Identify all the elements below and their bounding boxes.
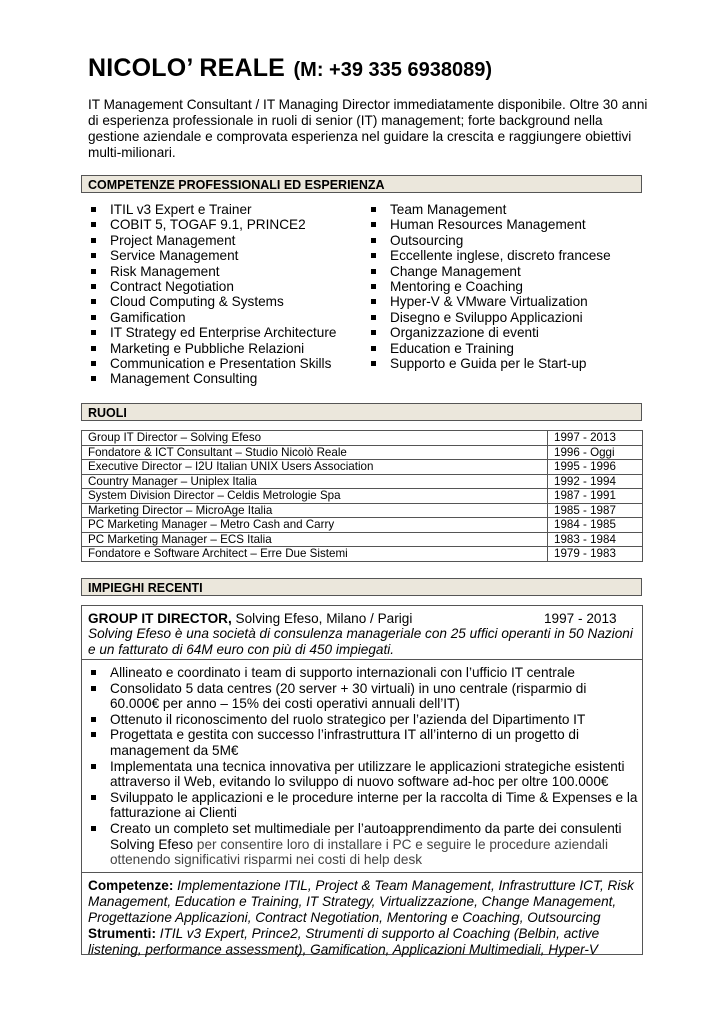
strumenti-text: ITIL v3 Expert, Prince2, Strumenti di supporto al Coaching (Belbin, active listening, performance assessment), Gamification, Applicazioni Multimediali, Hyper-V bbox=[88, 926, 600, 957]
intro-summary: IT Management Consultant / IT Managing Director immediatamente disponibile. Oltre 30 anni di esperienza professionale in ruoli di senior (IT) management; forte background nella gestione aziendale e comprovata esperienza nel guidare la crescita e raggiungere obiettivi multi-milionari. bbox=[88, 97, 648, 160]
candidate-phone: (M: +39 335 6938089) bbox=[293, 59, 492, 81]
section-ruoli-heading: RUOLI bbox=[81, 403, 642, 421]
role-years: 1984 - 1985 bbox=[548, 518, 643, 533]
role-name: PC Marketing Manager – ECS Italia bbox=[82, 532, 548, 547]
job-title: GROUP IT DIRECTOR, bbox=[88, 611, 232, 626]
strumenti-label: Strumenti: bbox=[88, 926, 156, 941]
job-header bbox=[82, 606, 642, 660]
skill-item: COBIT 5, TOGAF 9.1, PRINCE2 bbox=[90, 217, 370, 232]
job-skills-box bbox=[82, 872, 642, 957]
skill-item: Organizzazione di eventi bbox=[370, 325, 650, 340]
role-name: Group IT Director – Solving Efeso bbox=[82, 431, 548, 446]
competenze-text: Implementazione ITIL, Project & Team Management, Infrastrutture ICT, Risk Management, Education e Training, IT Strategy, Virtualizzazione, Change Management, Progettazione Applicazioni, Contract Negotiation, Mentoring e Coaching, Outsourcing bbox=[88, 878, 634, 925]
role-row bbox=[82, 445, 643, 460]
job-skills-text bbox=[88, 878, 640, 958]
skill-item: Team Management bbox=[370, 202, 650, 217]
role-years: 1987 - 1991 bbox=[548, 489, 643, 504]
achievement-text-continued: per consentire loro di installare i PC e seguire le procedure aziendali ottenendo significativi risparmi nei costi di help desk bbox=[110, 836, 608, 868]
skill-item: Eccellente inglese, discreto francese bbox=[370, 248, 650, 263]
skill-item: Gamification bbox=[90, 310, 370, 325]
skill-item: Contract Negotiation bbox=[90, 279, 370, 294]
skill-item: Supporto e Guida per le Start-up bbox=[370, 356, 650, 371]
job-years: 1997 - 2013 bbox=[544, 611, 617, 626]
role-years: 1995 - 1996 bbox=[548, 460, 643, 475]
skill-item: Marketing e Pubbliche Relazioni bbox=[90, 341, 370, 356]
role-name: Marketing Director – MicroAge Italia bbox=[82, 503, 548, 518]
role-years: 1997 - 2013 bbox=[548, 431, 643, 446]
skill-item: Change Management bbox=[370, 264, 650, 279]
role-row bbox=[82, 503, 643, 518]
role-years: 1992 - 1994 bbox=[548, 474, 643, 489]
skill-item: Human Resources Management bbox=[370, 217, 650, 232]
job-entry bbox=[81, 605, 643, 955]
skill-item: Communication e Presentation Skills bbox=[90, 356, 370, 371]
skill-item: Cloud Computing & Systems bbox=[90, 294, 370, 309]
role-name: Fondatore e Software Architect – Erre Due Sistemi bbox=[82, 547, 548, 562]
skills-list-left bbox=[90, 202, 370, 387]
role-years: 1985 - 1987 bbox=[548, 503, 643, 518]
roles-table bbox=[81, 430, 643, 562]
achievement-item: Implementata una tecnica innovativa per utilizzare le applicazioni strategiche esistenti attraverso il Web, evitando lo sviluppo di nuovo software ad-hoc per oltre 100.000€ bbox=[88, 759, 638, 790]
achievement-item: Ottenuto il riconoscimento del ruolo strategico per l’azienda del Dipartimento IT bbox=[88, 712, 638, 728]
skill-item: Outsourcing bbox=[370, 233, 650, 248]
section-competenze-heading: COMPETENZE PROFESSIONALI ED ESPERIENZA bbox=[81, 175, 642, 193]
skills-list-right bbox=[370, 202, 650, 371]
achievement-item: Sviluppato le applicazioni e le procedure interne per la raccolta di Time & Expenses e la fatturazione ai Clienti bbox=[88, 790, 638, 821]
skill-item: Education e Training bbox=[370, 341, 650, 356]
achievement-item: Progettata e gestita con successo l’infrastruttura IT all’interno di un progetto di management da 5M€ bbox=[88, 727, 638, 758]
job-description: Solving Efeso è una società di consulenza manageriale con 25 uffici operanti in 50 Nazioni e un fatturato di 64M euro con più di 450 impiegati. bbox=[88, 626, 633, 657]
skill-item: Risk Management bbox=[90, 264, 370, 279]
role-row bbox=[82, 460, 643, 475]
job-company: Solving Efeso, Milano / Parigi bbox=[231, 611, 413, 626]
role-row bbox=[82, 532, 643, 547]
achievement-text: Creato un completo set multimediale per l’autoapprendimento da parte dei consulenti Solving Efeso bbox=[110, 820, 622, 852]
role-years: 1983 - 1984 bbox=[548, 532, 643, 547]
role-years: 1979 - 1983 bbox=[548, 547, 643, 562]
achievement-item: Consolidato 5 data centres (20 server + 30 virtuali) in uno centrale (risparmio di 60.000€ per anno – 15% dei costi operativi annuali dell’IT) bbox=[88, 681, 638, 712]
skill-item: Disegno e Sviluppo Applicazioni bbox=[370, 310, 650, 325]
skill-item: Service Management bbox=[90, 248, 370, 263]
skill-item: Project Management bbox=[90, 233, 370, 248]
achievement-item bbox=[88, 821, 638, 868]
skill-item: Management Consulting bbox=[90, 371, 370, 386]
role-years: 1996 - Oggi bbox=[548, 445, 643, 460]
achievement-item: Allineato e coordinato i team di supporto internazionali con l’ufficio IT centrale bbox=[88, 665, 638, 681]
job-title-row bbox=[88, 611, 412, 626]
role-row bbox=[82, 431, 643, 446]
role-row bbox=[82, 547, 643, 562]
job-achievements bbox=[88, 665, 638, 868]
role-name: Fondatore & ICT Consultant – Studio Nicolò Reale bbox=[82, 445, 548, 460]
role-row bbox=[82, 474, 643, 489]
competenze-label: Competenze: bbox=[88, 878, 174, 893]
role-row bbox=[82, 489, 643, 504]
role-row bbox=[82, 518, 643, 533]
skill-item: Mentoring e Coaching bbox=[370, 279, 650, 294]
role-name: Executive Director – I2U Italian UNIX Users Association bbox=[82, 460, 548, 475]
candidate-name: NICOLO’ REALE bbox=[88, 54, 286, 82]
skill-item: ITIL v3 Expert e Trainer bbox=[90, 202, 370, 217]
section-impieghi-heading: IMPIEGHI RECENTI bbox=[81, 578, 642, 596]
skill-item: Hyper-V & VMware Virtualization bbox=[370, 294, 650, 309]
role-name: Country Manager – Uniplex Italia bbox=[82, 474, 548, 489]
skill-item: IT Strategy ed Enterprise Architecture bbox=[90, 325, 370, 340]
role-name: PC Marketing Manager – Metro Cash and Carry bbox=[82, 518, 548, 533]
role-name: System Division Director – Celdis Metrologie Spa bbox=[82, 489, 548, 504]
header bbox=[88, 54, 492, 83]
